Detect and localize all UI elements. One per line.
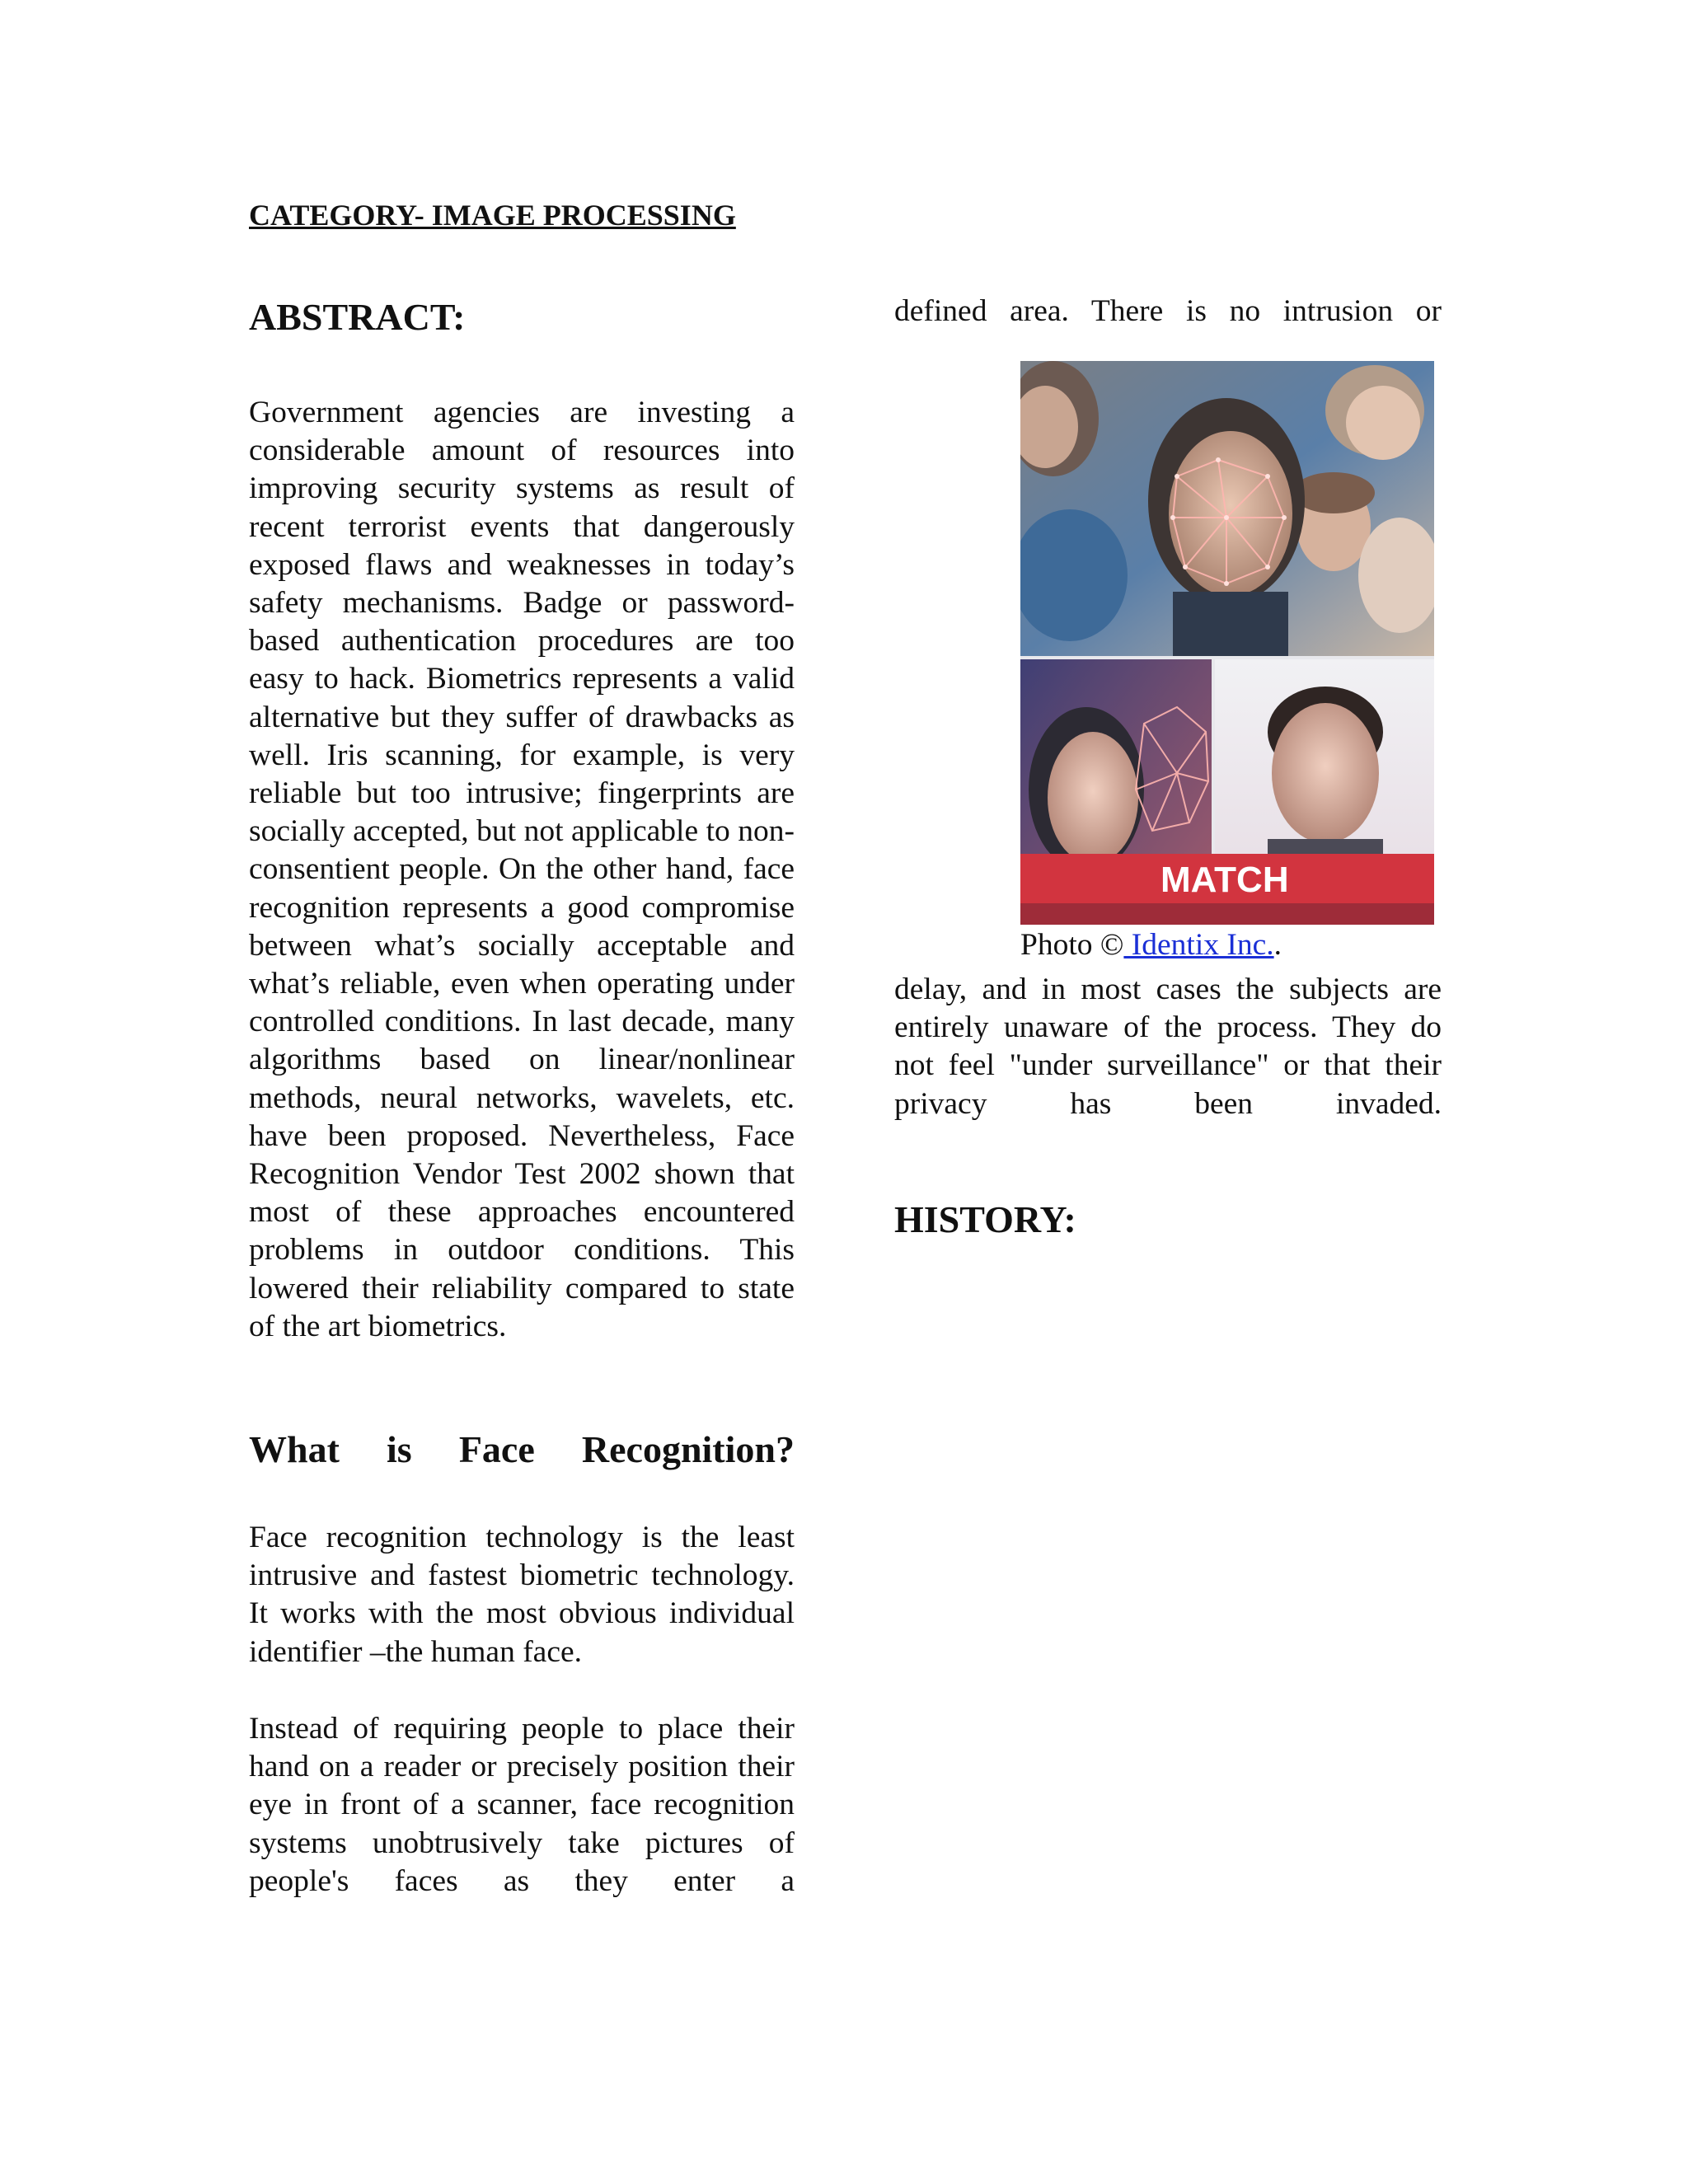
abstract-text: Government agencies are investing a considerable amount of resources into improving security systems as result of recent terrorist events that dangerously exposed flaws and weaknesses in today’s safety mechanisms. Badge or password-based authentication procedures are too easy to hack. Biometrics represents a valid alternative but they suffer of drawbacks as well. Iris scanning, for example, is very reliable but too intrusive; fingerprints are socially accepted, but not applicable to non-consentient people. On the other hand, face recognition represents a good compromise between what’s socially acceptable and what’s reliable, even when operating under controlled conditions. In last decade, many algorithms based on linear/nonlinear methods, neural networks, wavelets, etc. have been proposed. Nevertheless, Face Recognition Vendor Test 2002 shown that most of these approaches encountered problems in outdoor conditions. This lowered their reliability compared to state of the art biometrics. (249, 396, 795, 1343)
face-recognition-paragraph-2: Instead of requiring people to place their hand on a reader or precisely position their eye in front of a scanner, face recognition systems unobtrusively take pictures of people's faces as they enter a (249, 1711, 795, 1898)
face-recognition-paragraph-1: Face recognition technology is the least intrusive and fastest biometric technology. It works with the most obvious individual identifier –the human face. (249, 1521, 795, 1669)
caption-prefix: Photo © (1020, 928, 1124, 962)
right-column-bottom-text: delay, and in most cases the subjects are entirely unaware of the process. They do not feel "under surveillance" or that their privacy has been invaded. (894, 972, 1442, 1121)
right-column-top (894, 293, 1442, 330)
right-column-top-text: defined area. There is no intrusion or (894, 294, 1442, 328)
history-heading: HISTORY: (894, 1198, 1076, 1240)
left-column (249, 293, 795, 1900)
match-label: MATCH (1160, 860, 1289, 900)
photo-caption (1020, 926, 1282, 964)
right-column-bottom (894, 971, 1442, 1123)
identix-link[interactable]: Identix Inc. (1123, 928, 1274, 962)
abstract-heading: ABSTRACT: (249, 296, 466, 338)
caption-suffix: . (1273, 928, 1282, 962)
face-recognition-photo (1020, 361, 1434, 925)
face-recognition-heading: What is Face Recognition? (249, 1428, 795, 1471)
category-label: CATEGORY- IMAGE PROCESSING (249, 199, 736, 232)
